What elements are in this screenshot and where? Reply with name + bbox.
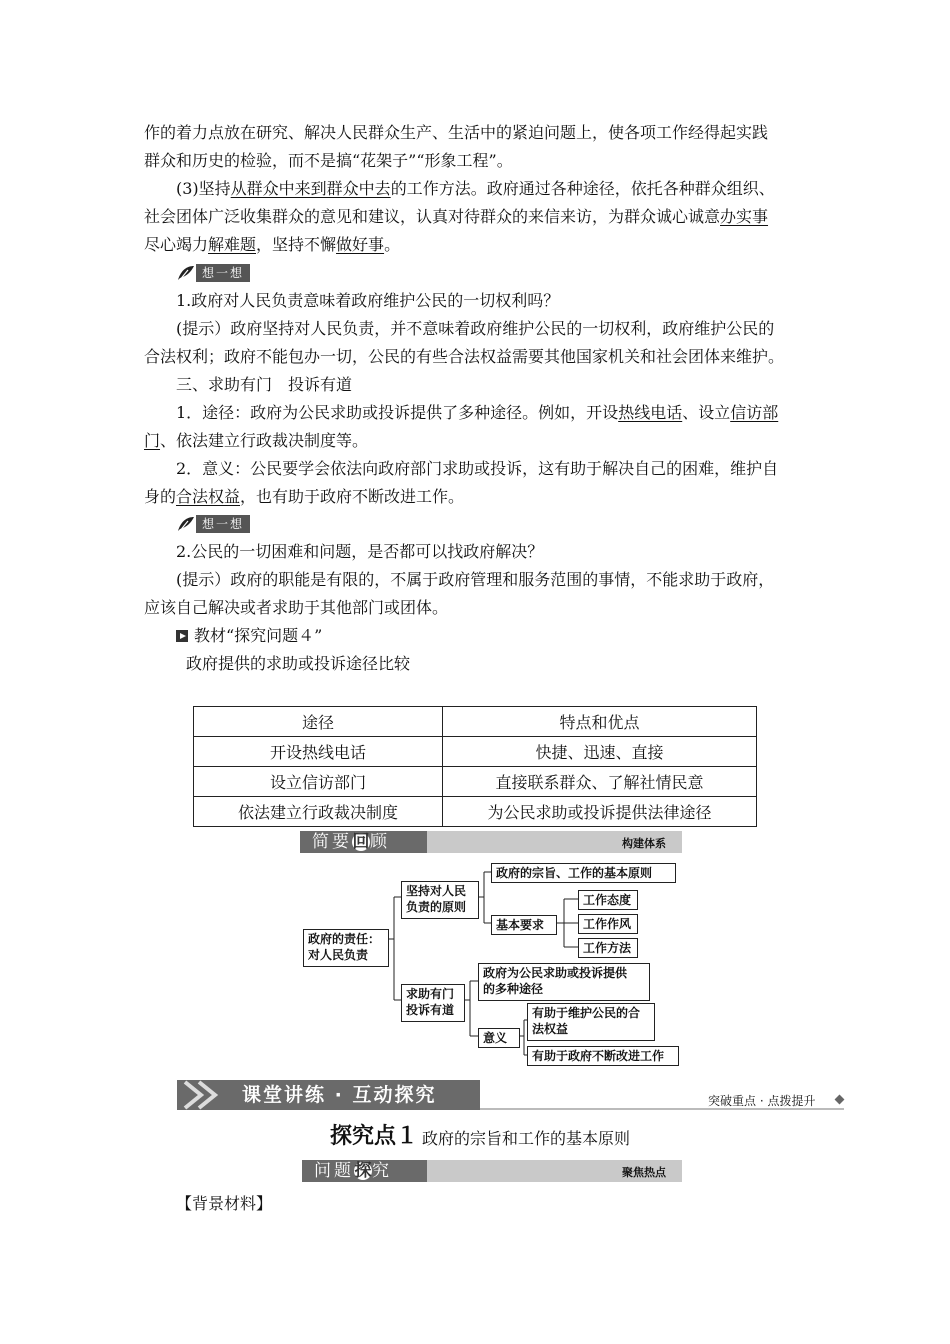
banner-text: 问题 (314, 1161, 354, 1181)
review-banner-subtitle: 构建体系 (622, 837, 666, 850)
textbook-ref-text: 教材“探究问题４” (194, 626, 323, 645)
question-banner-subtitle: 聚焦热点 (622, 1166, 666, 1179)
banner-text: 究 (372, 1161, 392, 1181)
text-span: (3)坚持 (176, 179, 231, 198)
table-cell: 设立信访部门 (194, 767, 443, 797)
table-cell: 开设热线电话 (194, 737, 443, 767)
text-span: 、依法建立行政裁决制度等。 (160, 431, 369, 450)
mindmap-leaf (491, 863, 676, 883)
text-span: ，也有助于政府不断改进工作。 (240, 487, 465, 506)
underlined-term: 办实事 (720, 207, 769, 226)
underlined-term: 热线电话 (618, 403, 683, 422)
text-span: 。 (384, 235, 401, 254)
background-label: 【背景材料】 (176, 1194, 273, 1213)
mindmap-root-text: 政府的责任： 对人民负责 (308, 932, 381, 962)
mindmap-branch (401, 881, 479, 919)
mindmap-leaf (578, 890, 638, 910)
table-cell: 快捷、迅速、直接 (443, 737, 757, 767)
mindmap-leaf-text: 工作态度 (583, 893, 632, 907)
answer-text: 合法权利；政府不能包办一切，公民的有些合法权益需要其他国家机关和社会团体来维护。 (144, 347, 785, 366)
mindmap-root (303, 929, 389, 967)
mindmap-branch-text: 坚持对人民 负责的原则 (406, 884, 467, 914)
mindmap-leaf-text: 政府为公民求助或投诉提供 的多种途径 (483, 966, 628, 996)
underlined-term: 信访部 (730, 403, 779, 422)
mindmap-sub-text: 意义 (483, 1031, 508, 1045)
banner-text: 互动探究 (352, 1084, 437, 1106)
mindmap-branch (401, 984, 465, 1022)
banner-text: 简要 (312, 832, 352, 852)
underlined-term: 合法权益 (176, 487, 241, 506)
answer-text: 应该自己解决或者求助于其他部门或团体。 (144, 598, 449, 617)
question-text: 2.公民的一切困难和问题，是否都可以找政府解决？ (176, 542, 544, 561)
underlined-term: 门 (144, 431, 161, 450)
text-span: 、设立 (682, 403, 731, 422)
mindmap-sub (478, 1028, 520, 1048)
answer-text: (提示）政府的职能是有限的，不属于政府管理和服务范围的事情，不能求助于政府， (176, 570, 775, 589)
banner-text: 顾 (370, 832, 390, 852)
answer-text: (提示）政府坚持对人民负责，并不意味着政府维护公民的一切权利，政府维护公民的 (176, 319, 775, 338)
underlined-term: 解难题 (208, 235, 257, 254)
banner-dot: · (334, 1084, 344, 1106)
class-banner-subtitle: 突破重点 · 点拨提升 (708, 1094, 816, 1108)
question-banner-title (302, 1160, 427, 1182)
mindmap-branch-text: 求助有门 投诉有道 (406, 987, 455, 1017)
mindmap-leaf (478, 963, 650, 1001)
circle-char: 探 (354, 1161, 372, 1181)
paragraph-line: 作的着力点放在研究、解决人民群众生产、生活中的紧迫问题上，使各项工作经得起实践 (144, 123, 769, 142)
text-span: 社会团体广泛收集群众的意见和建议，认真对待群众的来信来访，为群众诚心诚意 (144, 207, 721, 226)
underlined-term: 做好事 (336, 235, 385, 254)
mindmap-leaf (578, 914, 638, 934)
section-heading: 三、求助有门 投诉有道 (176, 375, 353, 394)
double-chevron-icon (177, 1080, 237, 1110)
mindmap-leaf-text: 政府的宗旨、工作的基本原则 (496, 866, 653, 880)
question-text: 1.政府对人民负责意味着政府维护公民的一切权利吗？ (176, 291, 560, 310)
text-span: ，坚持不懈 (256, 235, 337, 254)
mindmap-sub-text: 基本要求 (496, 918, 545, 932)
think-tag: 想一想 (196, 515, 250, 533)
text-span: 身的 (144, 487, 177, 506)
paragraph-line: 群众和历史的检验，而不是搞“花架子”“形象工程”。 (144, 151, 513, 170)
mindmap-leaf (578, 938, 638, 958)
explore-point-title: 政府的宗旨和工作的基本原则 (422, 1129, 631, 1148)
mindmap-leaf-text: 工作方法 (583, 941, 632, 955)
table-header: 途径 (194, 707, 443, 737)
class-banner-title (242, 1081, 437, 1109)
mindmap-leaf-text: 有助于政府不断改进工作 (532, 1049, 665, 1063)
text-span: 尽心竭力 (144, 235, 209, 254)
mindmap-leaf-text: 有助于维护公民的合 法权益 (532, 1006, 641, 1036)
underlined-term: 从群众中来到群众中去 (230, 179, 391, 198)
think-tag: 想一想 (196, 264, 250, 282)
banner-text: 课堂讲练 (242, 1084, 327, 1106)
table-cell: 直接联系群众、了解社情民意 (443, 767, 757, 797)
table-cell: 依法建立行政裁决制度 (194, 797, 443, 827)
paragraph-line: 2．意义：公民要学会依法向政府部门求助或投诉，这有助于解决自己的困难，维护自 (176, 459, 779, 478)
mindmap-leaf (527, 1046, 679, 1066)
text-span: 1．途径：政府为公民求助或投诉提供了多种途径。例如，开设 (176, 403, 619, 422)
table-cell: 为公民求助或投诉提供法律途径 (443, 797, 757, 827)
table-caption: 政府提供的求助或投诉途径比较 (186, 654, 411, 673)
table-header: 特点和优点 (443, 707, 757, 737)
text-span: 的工作方法。政府通过各种途径，依托各种群众组织、 (390, 179, 775, 198)
mindmap-sub (491, 915, 557, 935)
mindmap-leaf (527, 1003, 655, 1041)
mindmap-leaf-text: 工作作风 (583, 917, 632, 931)
explore-point-label: 探究点１ (330, 1124, 419, 1149)
circle-char: 回 (352, 832, 370, 852)
